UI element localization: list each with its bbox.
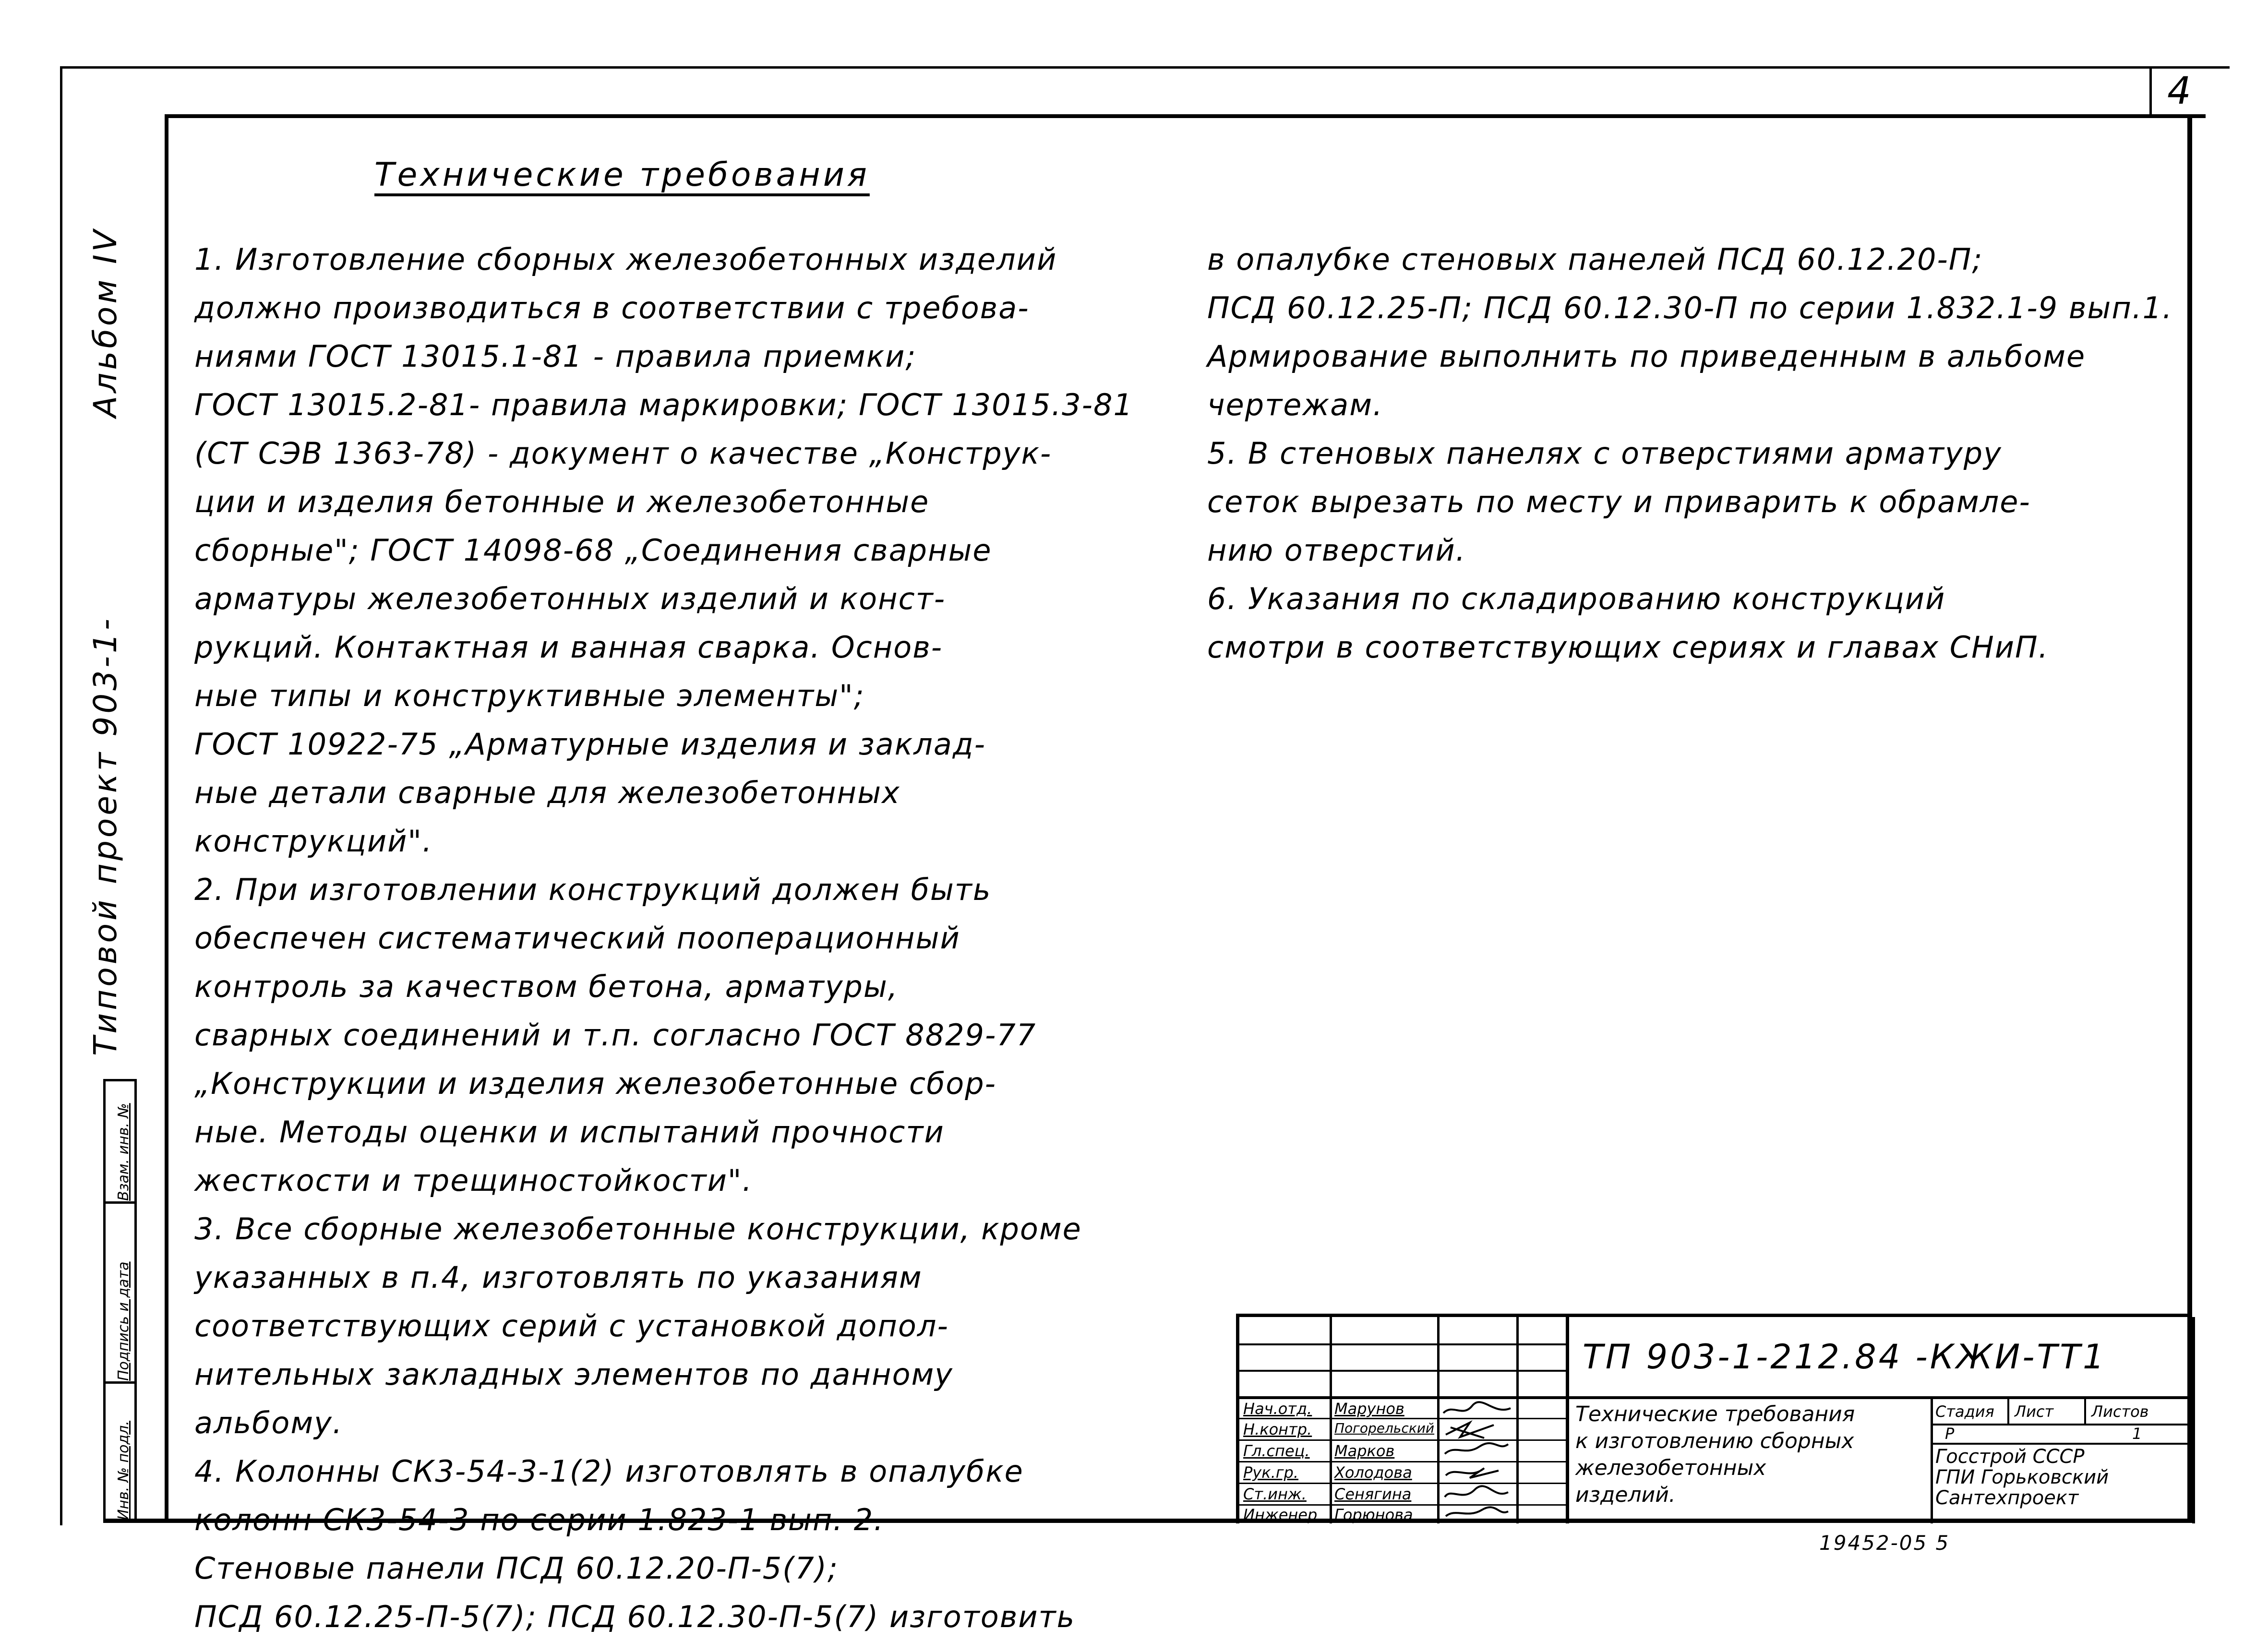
left-text-line: ции и изделия бетонные и железобетонные [194,484,930,519]
right-text-line: 6. Указания по складированию конструкций [1207,581,1946,616]
left-text-line: ные. Методы оценки и испытаний прочности [194,1114,945,1150]
outer-edge-left [60,66,62,1525]
org-line: ГПИ Горьковский [1935,1466,2109,1488]
role-cell: Нач.отд. [1243,1400,1312,1418]
frame-left-border [165,114,168,1523]
right-text-line: смотри в соответствующих сериях и главах СНиП. [1207,630,2049,665]
tb-divider [2007,1396,2009,1425]
page-heading: Технические требования [374,156,870,194]
left-text-line: обеспечен систематический пооперационный [194,921,960,956]
tb-divider [2084,1396,2086,1425]
side-cell-inv-original-text: Инв. № подл. [115,1421,132,1520]
role-cell: Инженер [1243,1506,1318,1524]
doc-title-line: Технические требования [1575,1402,1855,1426]
side-cell-replace-inv-text: Взам. инв. № [115,1103,132,1201]
album-label-text: Альбом IV [87,227,124,418]
stage-label: Стадия [1935,1402,1994,1421]
right-text-line: чертежам. [1207,387,1383,422]
sheet-number: 4 [2167,70,2191,113]
left-text-line: должно производиться в соответствии с требова- [194,290,1030,325]
left-text-line: Стеновые панели ПСД 60.12.20-П-5(7); [194,1551,839,1586]
tb-row-line [1239,1343,1566,1345]
tb-row-line [1239,1439,1566,1441]
tb-row-line [1239,1370,1566,1372]
left-text-line: контроль за качеством бетона, арматуры, [194,969,899,1004]
left-text-line: ГОСТ 10922-75 „Арматурные изделия и заклад- [194,727,986,762]
right-text-line: ПСД 60.12.25-П; ПСД 60.12.30-П по серии 1.832.1-9 вып.1. [1207,290,2173,325]
left-text-line: нительных закладных элементов по данному [194,1357,953,1392]
tb-divider [1931,1396,1933,1523]
doc-title-line: изделий. [1575,1483,1676,1507]
signatures-drawing [1441,1399,1515,1521]
left-text-line: конструкций". [194,824,433,859]
title-block [1236,1314,2192,1523]
side-project-title [84,616,127,1056]
right-text-line: в опалубке стеновых панелей ПСД 60.12.20-П; [1207,242,1983,277]
role-cell: Рук.гр. [1243,1463,1299,1482]
stage-value: Р [1945,1425,1955,1443]
role-cell: Н.контр. [1243,1420,1312,1438]
sheets-label: Листов [2091,1402,2149,1421]
right-text-line: нию отверстий. [1207,533,1466,568]
left-text-line: 2. При изготовлении конструкций должен быть [194,872,992,907]
org-line: Сантехпроект [1935,1487,2079,1509]
left-text-line: ниями ГОСТ 13015.1-81 - правила приемки; [194,339,917,374]
left-text-line: „Конструкции и изделия железобетонные сбор- [194,1066,996,1101]
sheet-number-box-border [2149,66,2152,117]
tb-row-line [1239,1483,1566,1484]
left-text-line: альбому. [194,1405,343,1440]
left-text-line: ные типы и конструктивные элементы"; [194,678,865,713]
sheets-value: 1 [2132,1425,2142,1443]
doc-title-line: железобетонных [1575,1456,1766,1480]
role-cell: Гл.спец. [1243,1442,1310,1460]
left-text-line: (СТ СЭВ 1363-78) - документ о качестве „Конструк- [194,436,1052,471]
side-cell-signature-date-text: Подпись и дата [115,1261,132,1381]
left-text-line: указанных в п.4, изготовлять по указаниям [194,1260,923,1295]
right-text-column [1207,235,2189,671]
left-text-line: рукций. Контактная и ванная сварка. Основ- [194,630,943,665]
name-cell: Марунов [1334,1400,1404,1418]
tb-row-line [1239,1461,1566,1462]
left-text-line: арматуры железобетонных изделий и конст- [194,581,946,616]
tb-right-border [2192,1317,2195,1523]
name-cell: Горюнова [1334,1506,1413,1524]
org-line: Госстрой СССР [1935,1446,2085,1468]
document-code: ТП 903-1-212.84 -КЖИ-ТТ1 [1583,1337,2107,1377]
left-text-line: 1. Изготовление сборных железобетонных изделий [194,242,1057,277]
doc-title-line: к изготовлению сборных [1575,1429,1854,1453]
name-cell: Холодова [1334,1463,1412,1482]
tb-row-line [1239,1418,1566,1419]
left-text-line: сборные"; ГОСТ 14098-68 „Соединения сварные [194,533,992,568]
left-text-line: соответствующих серий с установкой допол- [194,1308,949,1343]
left-text-line: сварных соединений и т.п. согласно ГОСТ 8829-77 [194,1018,1037,1053]
right-text-line: 5. В стеновых панелях с отверстиями арматуру [1207,436,2002,471]
tb-row-line [1239,1396,2192,1399]
side-cell-signature-date [103,1201,137,1384]
tb-divider [1566,1317,1569,1523]
frame-top-border [165,114,2206,118]
left-text-line: 3. Все сборные железобетонные конструкции, кроме [194,1211,1082,1246]
tb-divider [1437,1317,1440,1523]
side-album-label [84,227,127,418]
footer-number: 19452-05 5 [1819,1531,1950,1555]
left-text-line: ные детали сварные для железобетонных [194,775,900,810]
project-title-text: Типовой проект 903-1- [87,616,124,1056]
sheet-label: Лист [2015,1402,2054,1421]
left-text-line: колонн СК3-54-3 по серии 1.823-1 вып. 2. [194,1502,884,1537]
tb-row-line [1931,1424,2192,1425]
left-text-column [194,235,1164,1641]
document-title [1575,1401,1855,1509]
name-cell: Сенягина [1334,1485,1412,1503]
right-text-line: Армирование выполнить по приведенным в альбоме [1207,339,2086,374]
right-text-line: сеток вырезать по месту и приварить к обрамле- [1207,484,2031,519]
left-text-line: ПСД 60.12.25-П-5(7); ПСД 60.12.30-П-5(7) изготовить [194,1599,1076,1634]
name-cell: Марков [1334,1442,1395,1460]
left-text-line: ГОСТ 13015.2-81- правила маркировки; ГОСТ 13015.3-81 [194,387,1133,422]
organization [1935,1447,2109,1509]
tb-row-line [1931,1443,2192,1445]
tb-divider [1330,1317,1332,1523]
name-cell: Погорельский [1334,1420,1435,1436]
left-text-line: 4. Колонны СК3-54-3-1(2) изготовлять в опалубке [194,1454,1024,1489]
left-text-line: жесткости и трещиностойкости". [194,1163,753,1198]
side-cell-replace-inv [103,1079,137,1204]
outer-edge-top [60,66,2230,69]
tb-divider [1516,1317,1519,1523]
role-cell: Ст.инж. [1243,1485,1307,1503]
side-cell-inv-original [103,1381,137,1523]
